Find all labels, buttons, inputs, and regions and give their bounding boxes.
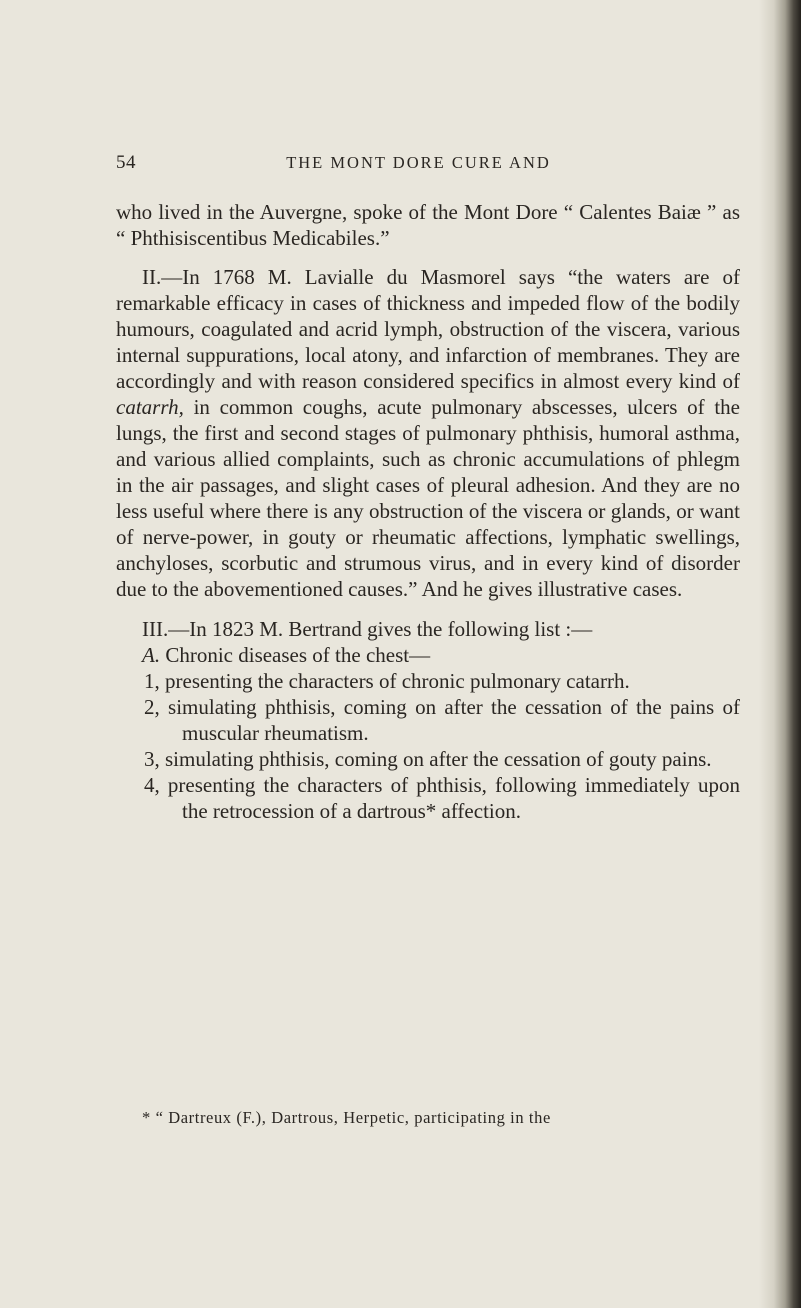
body-text	[116, 199, 740, 824]
section-a-list	[116, 668, 740, 824]
list-item: 3, simulating phthisis, coming on after the cessation of gouty pains.	[144, 747, 712, 771]
paragraph-2	[116, 264, 740, 602]
page-header	[116, 152, 721, 176]
paragraph-2-italic: catarrh,	[116, 395, 184, 419]
section-a-letter: A.	[142, 643, 161, 667]
list-item: 4, presenting the characters of phthisis, following immediately upon the retrocession of a dartrous* affection.	[144, 773, 740, 823]
page-spine-shadow	[759, 0, 801, 1308]
list-item: 2, simulating phthisis, coming on after the cessation of the pains of muscular rheumatism.	[144, 695, 740, 745]
page-number: 54	[116, 152, 136, 173]
section-a-title: Chronic diseases of the chest—	[160, 643, 431, 667]
running-title: THE MONT DORE CURE AND	[286, 153, 551, 172]
footnote: * “ Dartreux (F.), Dartrous, Herpetic, participating in the	[142, 1108, 551, 1127]
list-item: 1, presenting the characters of chronic pulmonary catarrh.	[144, 669, 630, 693]
paragraph-1: who lived in the Auvergne, spoke of the Mont Dore “ Calentes Baiæ ” as “ Phthisiscentibus Medicabiles.”	[116, 200, 740, 250]
paragraph-3: III.—In 1823 M. Bertrand gives the following list :—	[142, 617, 593, 641]
paragraph-2-text-b: in common coughs, acute pulmonary abscesses, ulcers of the lungs, the first and second stages of pulmonary phthisis, humoral asthma, and various allied complaints, such as chronic accumulations of phlegm in the air passages, and slight cases of pleural adhesion. And they are no less useful where there is any obstruction of the viscera or glands, or want of nerve-power, in gouty or rheumatic affections, lymphatic swellings, anchyloses, scorbutic and strumous virus, and in every kind of disorder due to the abovementioned causes.” And he gives illustrative cases.	[116, 395, 740, 601]
paragraph-2-text-a: II.—In 1768 M. Lavialle du Masmorel says “the waters are of remarkable efficacy in cases of thickness and impeded flow of the bodily humours, coagulated and acrid lymph, obstruction of the viscera, various internal suppurations, local atony, and infarction of membranes. They are accordingly and with reason considered specifics in almost every kind of	[116, 265, 740, 393]
section-a-heading	[116, 642, 740, 668]
